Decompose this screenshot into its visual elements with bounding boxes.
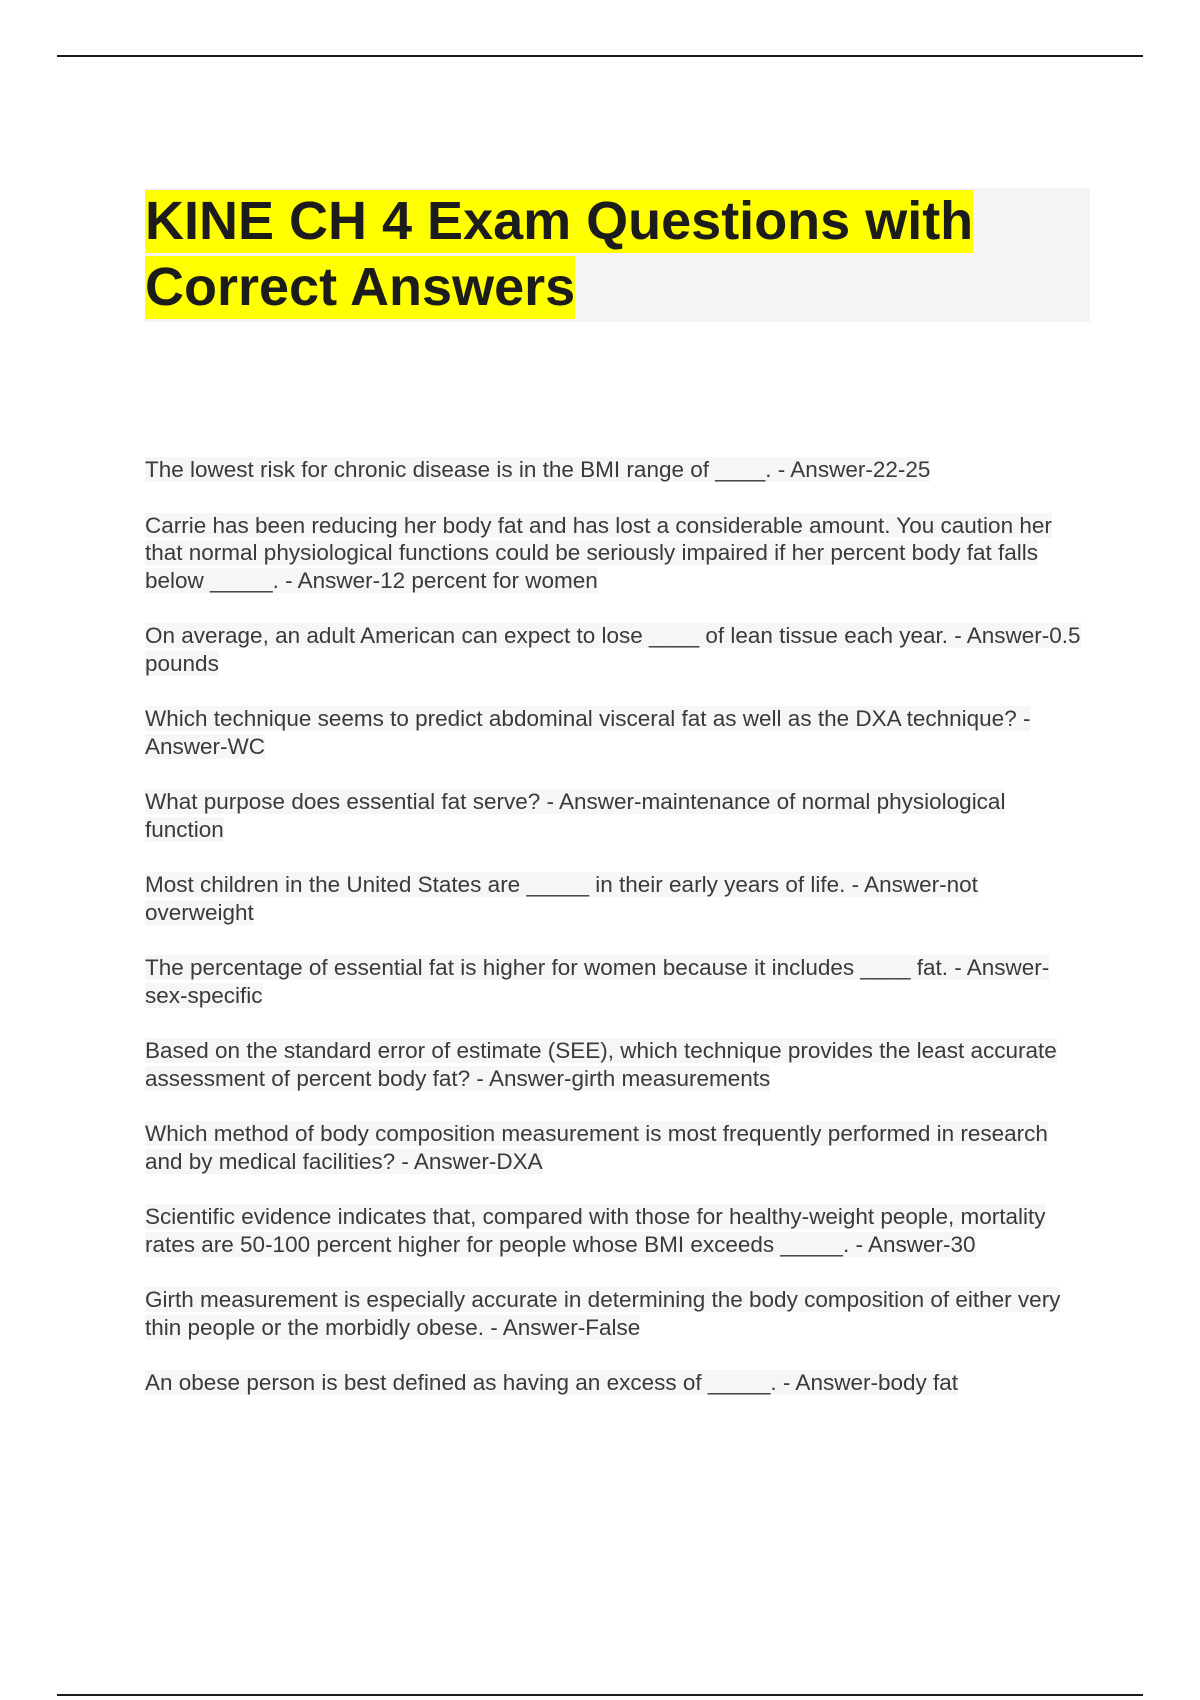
qa-item-4 [145,705,1090,760]
qa-text: On average, an adult American can expect to lose ____ of lean tissue each year. - Answer-0.5 pounds [145,623,1081,676]
header-rule [57,55,1143,57]
qa-item-2 [145,512,1090,595]
qa-item-1 [145,456,1090,484]
qa-item-12 [145,1369,1090,1397]
qa-text: Scientific evidence indicates that, compared with those for healthy-weight people, mortality rates are 50-100 percent higher for people whose BMI exceeds _____. - Answer-30 [145,1204,1046,1257]
qa-item-11 [145,1286,1090,1341]
qa-text: An obese person is best defined as having an excess of _____. - Answer-body fat [145,1370,959,1395]
qa-text: Which technique seems to predict abdominal visceral fat as well as the DXA technique? - Answer-WC [145,706,1031,759]
footer-rule [57,1694,1143,1696]
qa-text: Based on the standard error of estimate (SEE), which technique provides the least accurate assessment of percent body fat? - Answer-girth measurements [145,1038,1057,1091]
qa-text: The lowest risk for chronic disease is in the BMI range of ____. - Answer-22-25 [145,457,931,482]
qa-item-3 [145,622,1090,677]
qa-text: Carrie has been reducing her body fat and has lost a considerable amount. You caution her that normal physiological functions could be seriously impaired if her percent body fat falls below _____. - Answer-12 percent for women [145,512,1052,593]
title-line-1: KINE CH 4 Exam Questions with [145,191,974,251]
title-line-2: Correct Answers [145,257,576,317]
qa-text: Girth measurement is especially accurate in determining the body composition of either very thin people or the morbidly obese. - Answer-False [145,1287,1061,1340]
qa-item-8 [145,1037,1090,1092]
qa-item-9 [145,1120,1090,1175]
qa-text: The percentage of essential fat is higher for women because it includes ____ fat. - Answer-sex-specific [145,955,1050,1008]
qa-item-10 [145,1203,1090,1258]
qa-text: Which method of body composition measurement is most frequently performed in research and by medical facilities? - Answer-DXA [145,1121,1048,1174]
qa-text: Most children in the United States are _____ in their early years of life. - Answer-not overweight [145,872,978,925]
document-title [145,188,1090,320]
qa-text: What purpose does essential fat serve? - Answer-maintenance of normal physiological function [145,789,1006,842]
question-answer-list [145,456,1090,1425]
qa-item-7 [145,954,1090,1009]
qa-item-6 [145,871,1090,926]
title-block [145,188,1090,322]
qa-item-5 [145,788,1090,843]
